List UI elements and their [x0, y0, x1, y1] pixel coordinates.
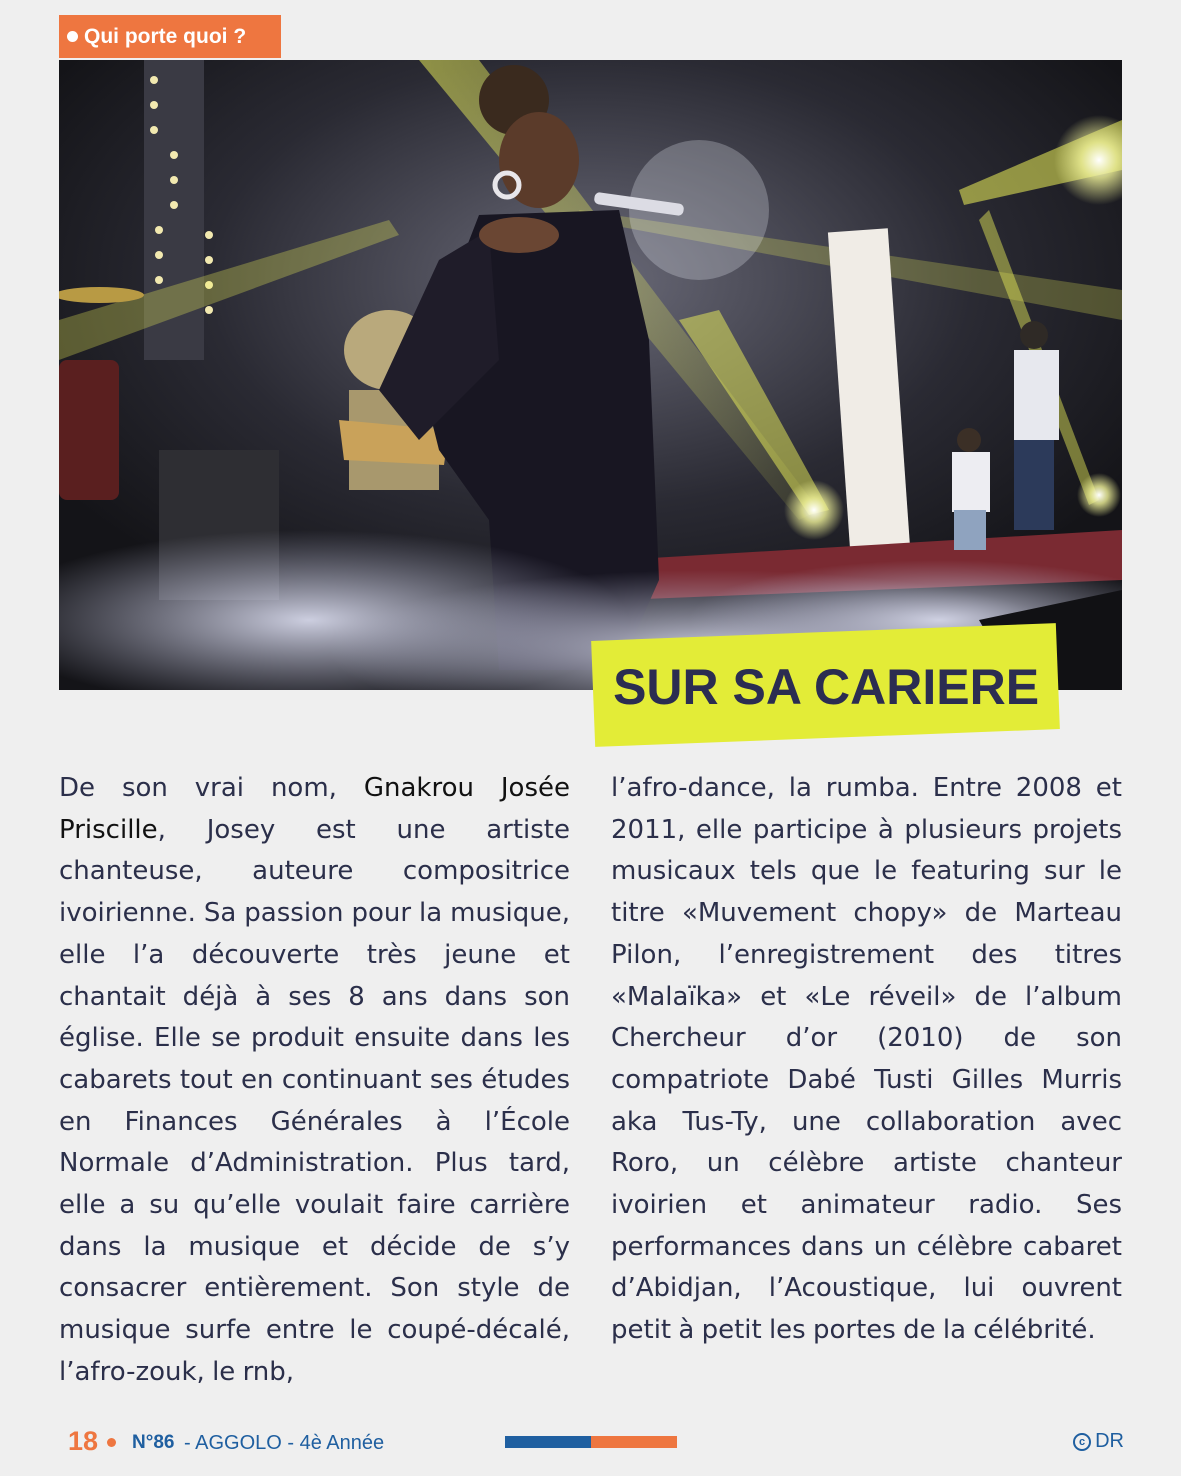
- concert-photo-illustration: [59, 60, 1122, 690]
- issue-number: N°86: [132, 1432, 175, 1453]
- article-intro: De son vrai nom,: [59, 773, 364, 803]
- article-column-left: [59, 768, 570, 1394]
- artist-name: Gnakrou Josée Priscille: [59, 773, 570, 845]
- headline-banner: [591, 623, 1060, 747]
- footer-color-bar: [505, 1436, 677, 1448]
- footer-bar-blue: [505, 1436, 591, 1448]
- bullet-icon: [67, 31, 78, 42]
- article-body-left: , Josey est une artiste chanteuse, auteure compositrice ivoirienne. Sa passion pour la musique, elle l’a découverte très jeune et chantait déjà à ses 8 ans dans son église. Elle se produit ensuite dans les cabarets tout en continuant ses études en Finances Générales à l’École Normale d’Administration. Plus tard, elle a su qu’elle voulait faire carrière dans la musique et décide de s’y consacrer entièrement. Son style de musique surfe entre le coupé-décalé, l’afro-zouk, le rnb,: [59, 814, 570, 1387]
- magazine-name: - AGGOLO - 4è Année: [184, 1432, 385, 1454]
- page-number: 18: [68, 1426, 99, 1456]
- section-tag: [59, 15, 281, 58]
- article-body-right: l’afro-dance, la rumba. Entre 2008 et 2011, elle participe à plusieurs projets musicaux tels que le featuring sur le titre «Muvement chopy» de Marteau Pilon, l’enregistrement des titres «Malaïka» et «Le réveil» de l’album Chercheur d’or (2010) de son compatriote Dabé Tusti Gilles Murris aka Tus-Ty, une collaboration avec Roro, un célèbre artiste chanteur ivoirien et animateur radio. Ses performances dans un célèbre cabaret d’Abidjan, l’Acoustique, lui ouvrent petit à petit les portes de la célébrité.: [611, 773, 1122, 1346]
- section-label: Qui porte quoi ?: [84, 24, 247, 48]
- concert-photo: [59, 60, 1122, 690]
- photo-credit: [1073, 1430, 1124, 1453]
- credit-label: DR: [1095, 1430, 1124, 1452]
- footer-bullet-icon: [107, 1438, 116, 1447]
- copyright-icon: c: [1073, 1433, 1091, 1451]
- headline: SUR SA CARIERE: [612, 658, 1039, 715]
- footer-bar-orange: [591, 1436, 677, 1448]
- article-column-right: [611, 768, 1122, 1352]
